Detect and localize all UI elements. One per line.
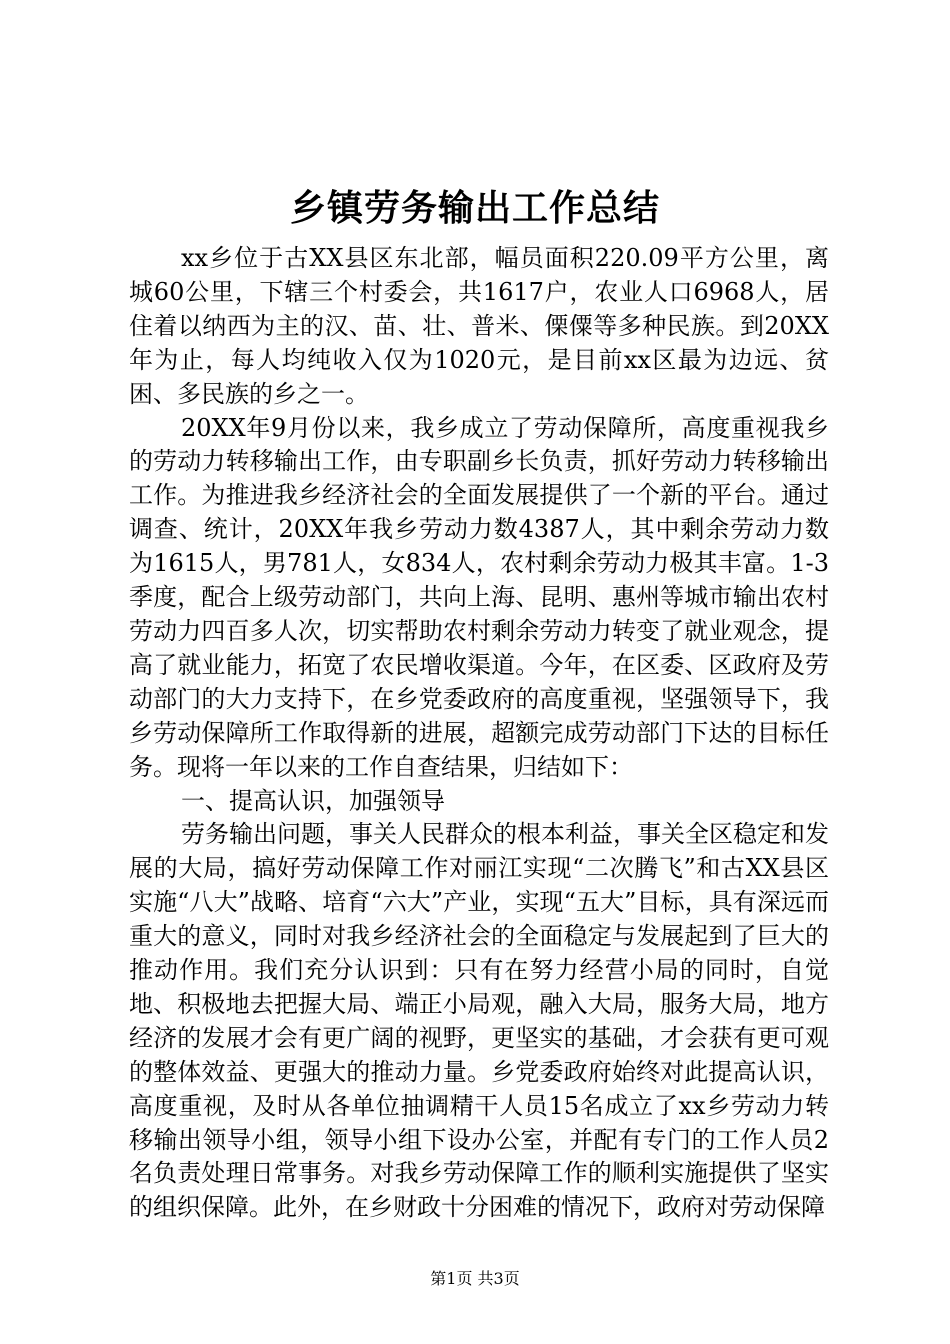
document-title: 乡镇劳务输出工作总结 xyxy=(289,188,660,229)
section-heading-1: 一、提高认识，加强领导 xyxy=(181,786,445,815)
paragraph-intro: xx乡位于古XX县区东北部，幅员面积220.09平方公里，离城60公里，下辖三个村委会，共1617户，农业人口6968人，居住着以纳西为主的汉、苗、壮、普米、傈僳等多种民族。到20XX年为止，每人均纯收入仅为1020元，是目前xx区最为边远、贫困、多民族的乡之一。 xyxy=(129,244,829,408)
page-footer: 第1页 共3页 xyxy=(430,1269,520,1288)
document-body xyxy=(129,242,829,1225)
paragraph-section-1: 劳务输出问题，事关人民群众的根本利益，事关全区稳定和发展的大局，搞好劳动保障工作对丽江实现“二次腾飞”和古XX县区实施“八大”战略、培育“六大”产业，实现“五大”目标，具有深远而重大的意义，同时对我乡经济社会的全面稳定与发展起到了巨大的推动作用。我们充分认识到：只有在努力经营小局的同时，自觉地、积极地去把握大局、端正小局观，融入大局，服务大局，地方经济的发展才会有更广阔的视野，更坚实的基础，才会获有更可观的整体效益、更强大的推动力量。乡党委政府始终对此提高认识，高度重视，及时从各单位抽调精干人员15名成立了xx乡劳动力转移输出领导小组，领导小组下设办公室，并配有专门的工作人员2名负责处理日常事务。对我乡劳动保障工作的顺利实施提供了坚实的组织保障。此外，在乡财政十分困难的情况下，政府对劳动保障 xyxy=(129,820,829,1222)
paragraph-overview: 20XX年9月份以来，我乡成立了劳动保障所，高度重视我乡的劳动力转移输出工作，由专职副乡长负责，抓好劳动力转移输出工作。为推进我乡经济社会的全面发展提供了一个新的平台。通过调查、统计，20XX年我乡劳动力数4387人，其中剩余劳动力数为1615人，男781人，女834人，农村剩余劳动力极其丰富。1-3季度，配合上级劳动部门，共向上海、昆明、惠州等城市输出农村劳动力四百多人次，切实帮助农村剩余劳动力转变了就业观念，提高了就业能力，拓宽了农民增收渠道。今年，在区委、区政府及劳动部门的大力支持下，在乡党委政府的高度重视，坚强领导下，我乡劳动保障所工作取得新的进展，超额完成劳动部门下达的目标任务。现将一年以来的工作自查结果，归结如下： xyxy=(129,413,829,781)
